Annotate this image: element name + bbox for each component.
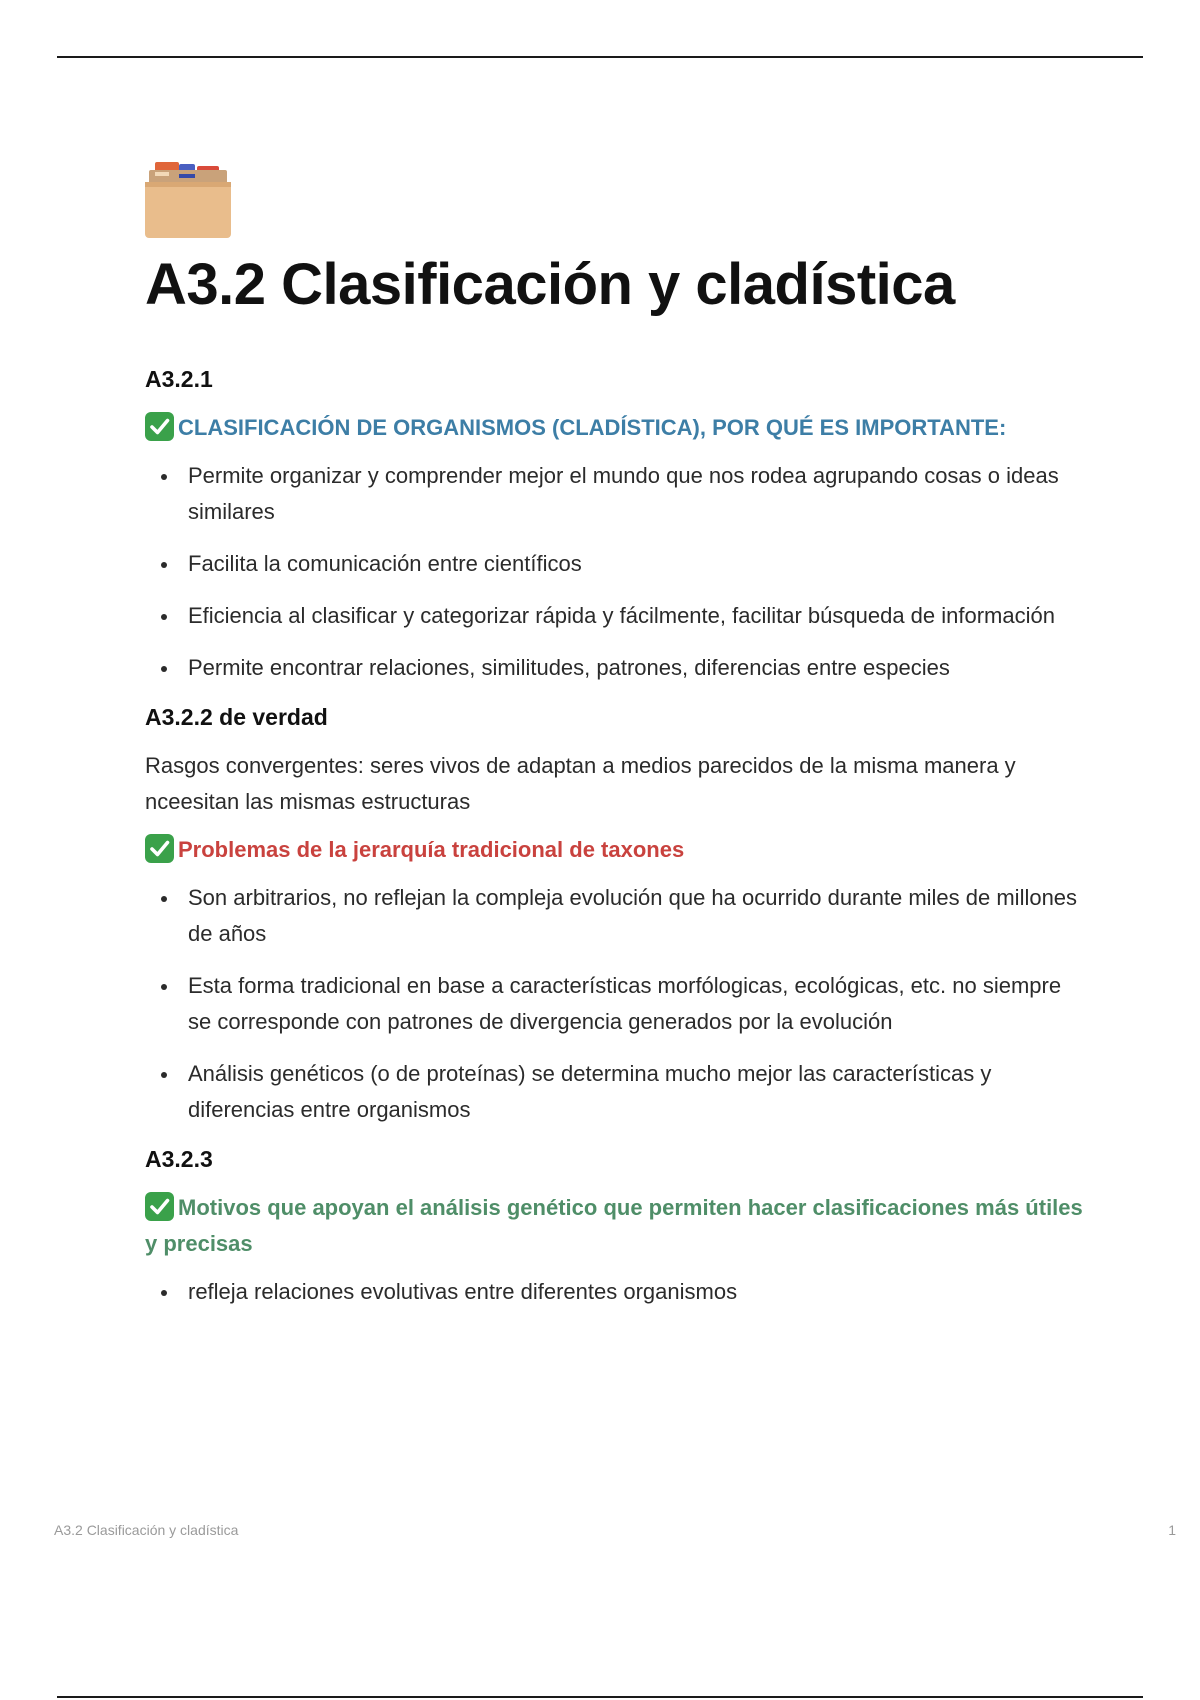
card-index-box-icon: [145, 160, 231, 240]
list-item: Permite encontrar relaciones, similitudes, patrones, diferencias entre especies: [145, 650, 1085, 686]
callout-importance: [145, 410, 1085, 446]
list-item: Eficiencia al clasificar y categorizar rápida y fácilmente, facilitar búsqueda de información: [145, 598, 1085, 634]
paragraph-convergent-traits: Rasgos convergentes: seres vivos de adaptan a medios parecidos de la misma manera y nceesitan las mismas estructuras: [145, 753, 1016, 814]
check-mark-icon: [145, 412, 174, 441]
bullet-list-problems: [145, 880, 1085, 1128]
check-mark-icon: [145, 834, 174, 863]
list-item: Son arbitrarios, no reflejan la compleja evolución que ha ocurrido durante miles de millones de años: [145, 880, 1085, 952]
bullet-list-importance: [145, 458, 1085, 686]
footer-title: A3.2 Clasificación y cladística: [54, 1522, 239, 1538]
section-heading-a322: A3.2.2 de verdad: [145, 704, 328, 730]
callout-genetic-analysis: [145, 1190, 1085, 1262]
callout-text: CLASIFICACIÓN DE ORGANISMOS (CLADÍSTICA), POR QUÉ ES IMPORTANTE:: [178, 415, 1007, 440]
list-item: Análisis genéticos (o de proteínas) se determina mucho mejor las características y diferencias entre organismos: [145, 1056, 1085, 1128]
list-item: Esta forma tradicional en base a características morfólogicas, ecológicas, etc. no siempre se corresponde con patrones de divergencia generados por la evolución: [145, 968, 1085, 1040]
list-item: Permite organizar y comprender mejor el mundo que nos rodea agrupando cosas o ideas similares: [145, 458, 1085, 530]
page-title: A3.2 Clasificación y cladística: [145, 252, 955, 317]
callout-text: Motivos que apoyan el análisis genético que permiten hacer clasificaciones más útiles y precisas: [145, 1195, 1083, 1256]
section-heading-a323: A3.2.3: [145, 1146, 213, 1172]
callout-problems: [145, 832, 1085, 868]
callout-text: Problemas de la jerarquía tradicional de taxones: [178, 837, 685, 862]
document-body: [145, 160, 1085, 1326]
bottom-rule: [57, 1696, 1143, 1698]
section-heading-a321: A3.2.1: [145, 366, 213, 392]
list-item: refleja relaciones evolutivas entre diferentes organismos: [145, 1274, 1085, 1310]
top-rule: [57, 56, 1143, 58]
bullet-list-genetic: [145, 1274, 1085, 1310]
list-item: Facilita la comunicación entre científicos: [145, 546, 1085, 582]
check-mark-icon: [145, 1192, 174, 1221]
page-number: 1: [1168, 1522, 1176, 1538]
